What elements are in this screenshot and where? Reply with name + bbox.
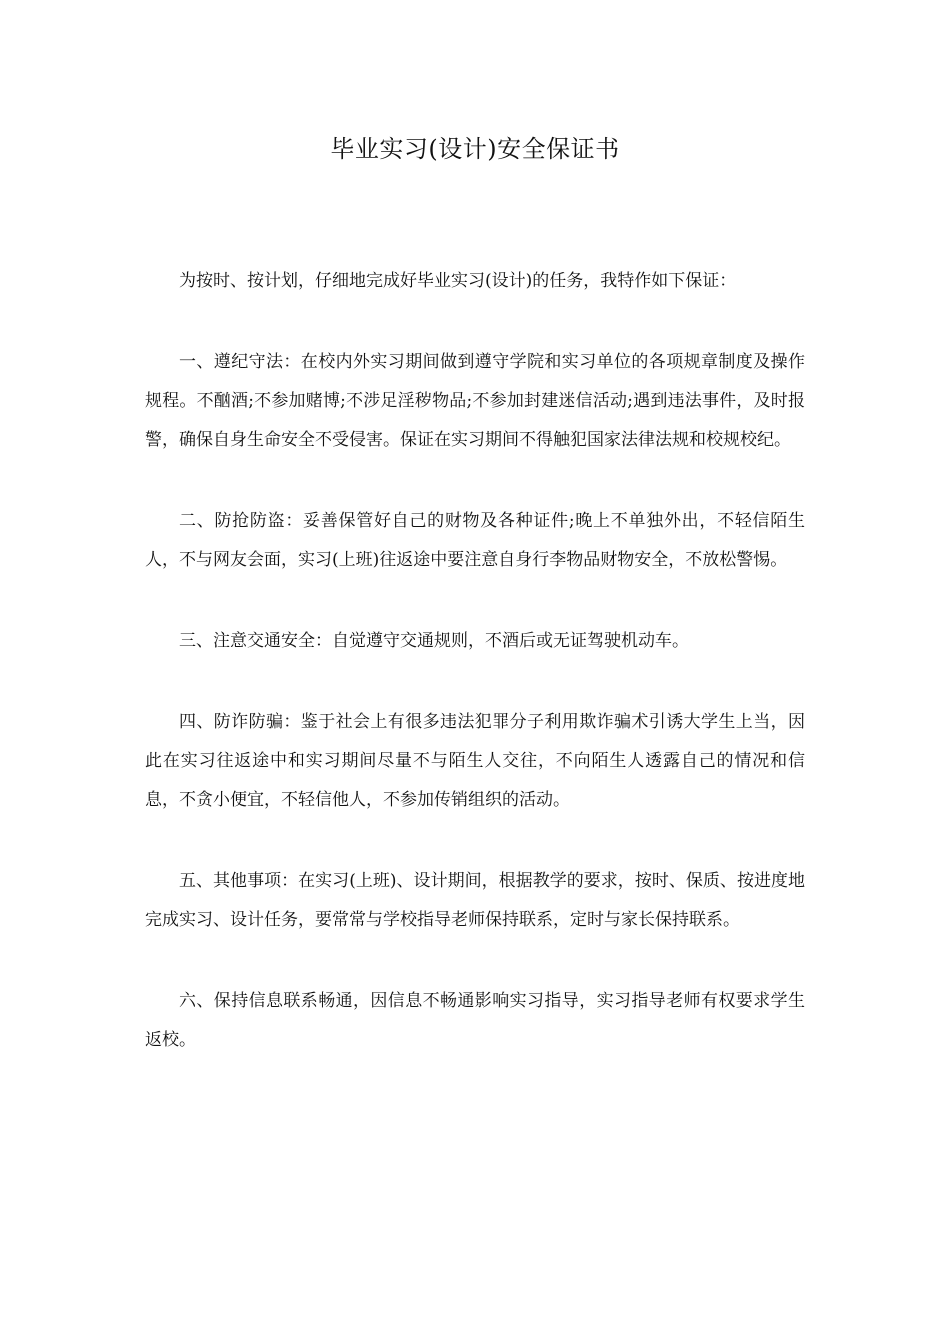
clause-contact: 六、保持信息联系畅通，因信息不畅通影响实习指导，实习指导老师有权要求学生返校。	[145, 991, 805, 1050]
clause-traffic-safety: 三、注意交通安全：自觉遵守交通规则，不酒后或无证驾驶机动车。	[179, 631, 689, 651]
clause-anti-fraud: 四、防诈防骗：鉴于社会上有很多违法犯罪分子利用欺诈骗术引诱大学生上当，因此在实习往返途中和实习期间尽量不与陌生人交往，不向陌生人透露自己的情况和信息，不贪小便宜，不轻信他人，不参加传销组织的活动。	[145, 712, 805, 810]
clause-anti-theft: 二、防抢防盗：妥善保管好自己的财物及各种证件;晚上不单独外出，不轻信陌生人，不与网友会面，实习(上班)往返途中要注意自身行李物品财物安全，不放松警惕。	[145, 511, 805, 570]
document-body	[145, 262, 805, 1102]
clause-law-abiding: 一、遵纪守法：在校内外实习期间做到遵守学院和实习单位的各项规章制度及操作规程。不酗酒;不参加赌博;不涉足淫秽物品;不参加封建迷信活动;遇到违法事件，及时报警，确保自身生命安全不受侵害。保证在实习期间不得触犯国家法律法规和校规校纪。	[145, 352, 805, 450]
clause-other-matters: 五、其他事项：在实习(上班)、设计期间，根据教学的要求，按时、保质、按进度地完成实习、设计任务，要常常与学校指导老师保持联系，定时与家长保持联系。	[145, 871, 805, 930]
intro-paragraph: 为按时、按计划，仔细地完成好毕业实习(设计)的任务，我特作如下保证：	[179, 271, 737, 291]
document-title: 毕业实习(设计)安全保证书	[330, 135, 620, 163]
